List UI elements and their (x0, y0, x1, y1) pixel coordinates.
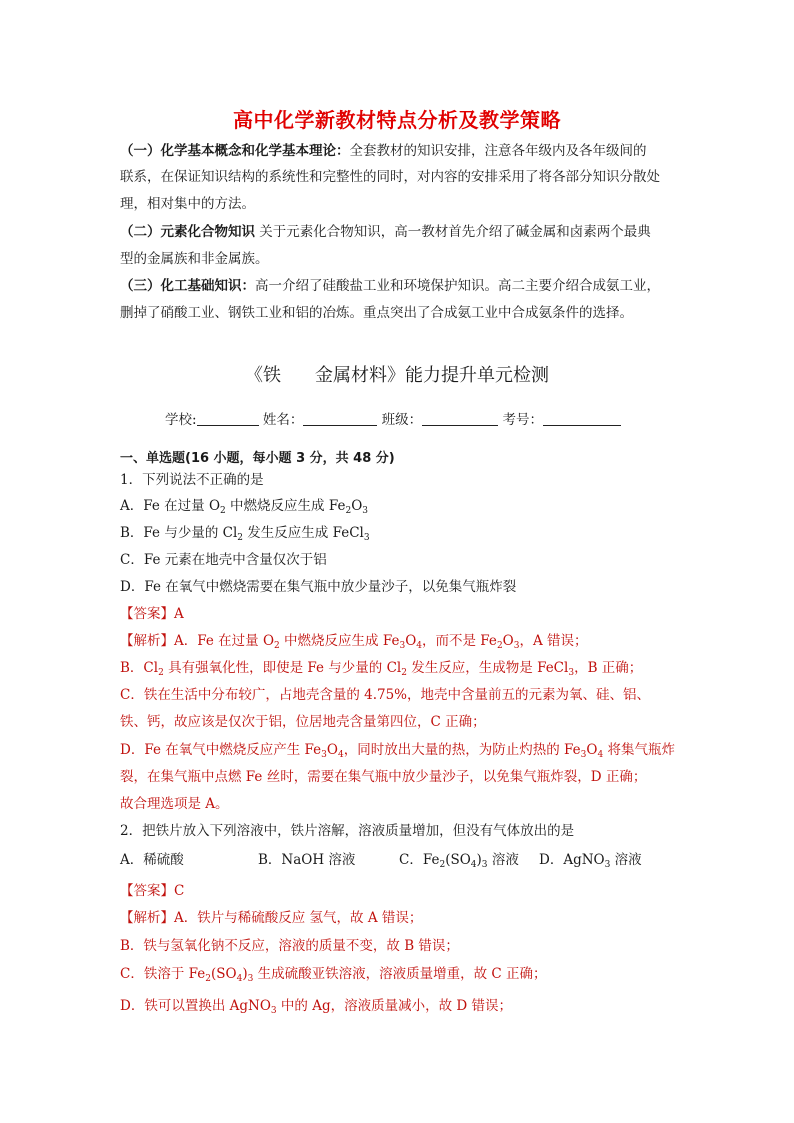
q1-option-d: D．Fe 在氧气中燃烧需要在集气瓶中放少量沙子，以免集气瓶炸裂 (120, 579, 517, 595)
q1-option-a: A．Fe 在过量 $O_2$ 中燃烧反应生成 $Fe_2O_3$ (120, 498, 369, 516)
q2-answer: 【答案】C (120, 883, 185, 899)
number-label: 考号： (502, 412, 543, 428)
number-blank[interactable] (543, 411, 621, 426)
q1-explanation-3: C．铁在生活中分布较广，占地壳含量的 4.75%，地壳中含量前五的元素为氧、硅、铝、 (120, 687, 651, 703)
q2-option-a: A．稀硫酸 (120, 852, 184, 868)
q1-option-c: C．Fe 元素在地壳中含量仅次于铝 (120, 552, 327, 568)
q1-explanation-7: 故合理选项是 A。 (120, 796, 229, 812)
class-label: 班级： (381, 412, 423, 428)
q1-explanation-2: B．$Cl_2$ 具有强氧化性，即使是 Fe 与少量的 $Cl_2$ 发生反应，生成物是 FeCl$_3$，B 正确； (120, 660, 643, 678)
q1-explanation-6: 裂，在集气瓶中点燃 Fe 丝时，需要在集气瓶中放少量沙子，以免集气瓶炸裂，D 正确； (120, 769, 647, 785)
intro-line-6: （三）化工基础知识：高一介绍了硅酸盐工业和环境保护知识。高二主要介绍合成氨工业， (120, 278, 660, 294)
intro-line-2: 联系，在保证知识结构的系统性和完整性的同时，对内容的安排采用了将各部分知识分散处 (120, 169, 660, 185)
class-blank[interactable] (422, 411, 498, 426)
q2-stem: 2．把铁片放入下列溶液中，铁片溶解，溶液质量增加，但没有气体放出的是 (120, 823, 575, 839)
exam-title: 《铁 金属材料》能力提升单元检测 (245, 365, 549, 386)
student-info-line (165, 408, 621, 428)
intro-line-5: 型的金属族和非金属族。 (120, 251, 269, 267)
intro-label-1: （一）化学基本概念和化学基本理论： (120, 143, 350, 159)
school-label: 学校: (165, 412, 197, 428)
intro-line-7: 删掉了硝酸工业、钢铁工业和铝的冶炼。重点突出了合成氨工业中合成氨条件的选择。 (120, 305, 633, 321)
q2-option-d: D．AgNO$_3$ 溶液 (539, 852, 642, 870)
q2-explanation-3: C．铁溶于 $Fe_2(SO_4)_3$ 生成硫酸亚铁溶液，溶液质量增重，故 C 正确； (120, 966, 547, 984)
q2-explanation-1: 【解析】A．铁片与稀硫酸反应 氢气，故 A 错误； (120, 910, 423, 926)
q1-explanation-5: D．Fe 在氧气中燃烧反应产生 $Fe_3O_4$，同时放出大量的热，为防止灼热的 $Fe_3O_4$ 将集气瓶炸 (120, 742, 675, 760)
name-blank[interactable] (303, 411, 377, 426)
q1-stem: 1．下列说法不正确的是 (120, 472, 264, 488)
q2-option-c: C．$Fe_2(SO_4)_3$ 溶液 (399, 852, 519, 870)
intro-line-4: （二）元素化合物知识 关于元素化合物知识，高一教材首先介绍了碱金属和卤素两个最典 (120, 224, 651, 240)
q1-option-b: B．Fe 与少量的 $Cl_2$ 发生反应生成 FeCl$_3$ (120, 525, 370, 543)
section-heading: 一、单选题(16 小题，每小题 3 分，共 48 分) (120, 451, 395, 466)
page-title: 高中化学新教材特点分析及教学策略 (233, 108, 561, 132)
q2-explanation-2: B．铁与氢氧化钠不反应，溶液的质量不变，故 B 错误； (120, 938, 459, 954)
q1-answer: 【答案】A (120, 606, 184, 622)
q2-option-b: B．NaOH 溶液 (258, 852, 356, 868)
intro-line-3: 理，相对集中的方法。 (120, 196, 255, 212)
intro-label-2: （二）元素化合物知识 (120, 224, 255, 240)
intro-label-3: （三）化工基础知识： (120, 278, 255, 294)
intro-line-1: （一）化学基本概念和化学基本理论：全套教材的知识安排，注意各年级内及各年级间的 (120, 143, 647, 159)
q1-explanation-1: 【解析】A．Fe 在过量 $O_2$ 中燃烧反应生成 $Fe_3O_4$，而不是 $Fe_2O_3$，A 错误； (120, 633, 588, 651)
name-label: 姓名： (262, 412, 304, 428)
q2-options (120, 851, 642, 869)
q1-explanation-4: 铁、钙，故应该是仅次于铝，位居地壳含量第四位，C 正确； (120, 714, 486, 730)
school-blank[interactable] (197, 411, 259, 426)
q2-explanation-4: D．铁可以置换出 AgNO$_3$ 中的 Ag，溶液质量减小，故 D 错误； (120, 998, 513, 1016)
